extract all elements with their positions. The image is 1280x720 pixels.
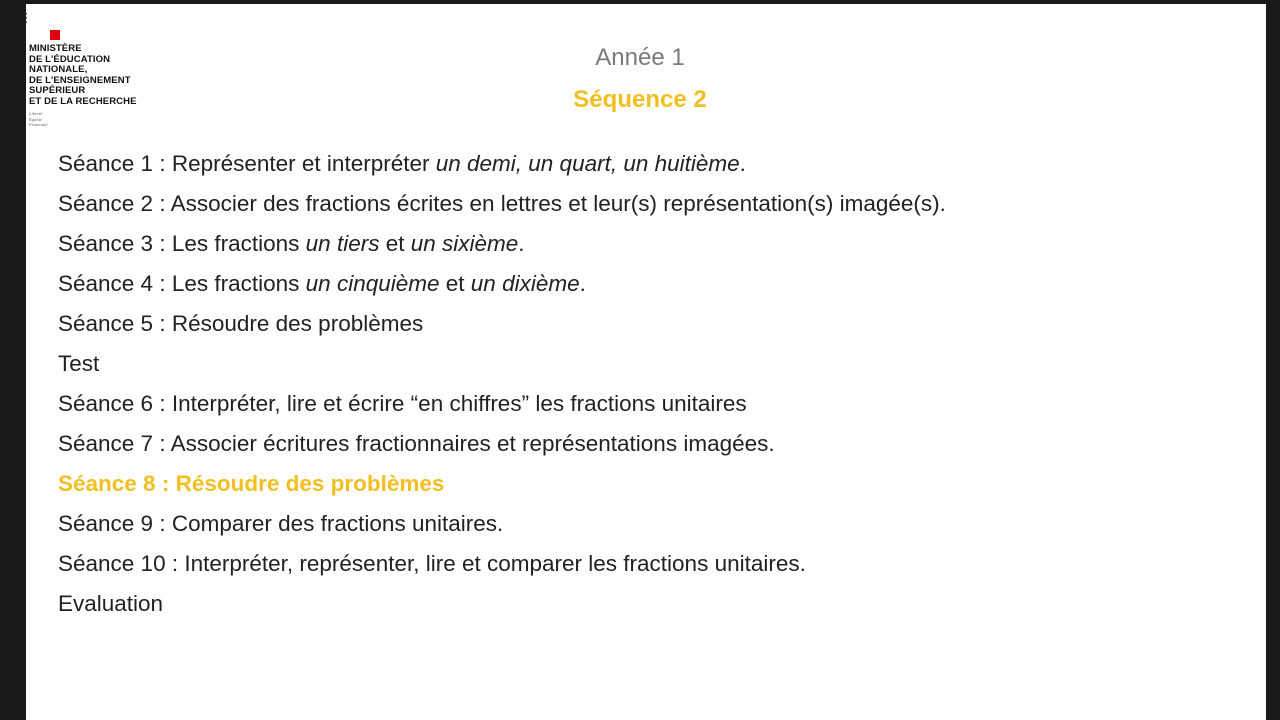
session-text: Les fractions — [171, 231, 306, 256]
session-item[interactable] — [58, 188, 946, 228]
session-prefix: Séance 7 : — [58, 431, 171, 456]
session-mid: et — [379, 231, 411, 256]
session-item[interactable] — [58, 428, 946, 468]
session-italic2: un dixième — [470, 271, 580, 296]
session-item[interactable] — [58, 148, 946, 188]
more-options-icon[interactable]: ⋮ — [20, 11, 33, 26]
session-text: Interpréter, représenter, lire et comparer les fractions unitaires. — [184, 551, 806, 576]
session-prefix: Séance 3 : — [58, 231, 172, 256]
session-text: Les fractions — [171, 271, 306, 296]
session-text: Test — [58, 351, 100, 376]
session-text: Evaluation — [58, 591, 164, 616]
session-item[interactable] — [58, 308, 946, 348]
session-item[interactable] — [58, 388, 946, 428]
session-text: Interpréter, lire et écrire “en chiffres” les fractions unitaires — [171, 391, 747, 416]
year-title: Année 1 — [595, 44, 685, 71]
session-text: Résoudre des problèmes — [171, 311, 424, 336]
session-suffix: . — [579, 271, 586, 296]
session-item[interactable] — [58, 228, 946, 268]
session-mid: et — [439, 271, 471, 296]
session-item[interactable] — [58, 508, 946, 548]
session-prefix: Séance 8 : — [58, 471, 176, 496]
session-italic: un cinquième — [305, 271, 440, 296]
ministry-name: MINISTÈRE DE L'ÉDUCATION NATIONALE, DE L'ENSEIGNEMENT SUPÉRIEUR ET DE LA RECHERCHE — [29, 43, 137, 107]
marianne-flag-icon — [50, 30, 60, 40]
session-text: Représenter et interpréter — [171, 151, 436, 176]
session-prefix: Séance 5 : — [58, 311, 172, 336]
session-suffix: . — [739, 151, 746, 176]
session-prefix: Séance 4 : — [58, 271, 172, 296]
session-item[interactable] — [58, 548, 946, 588]
session-text: Associer des fractions écrites en lettres et leur(s) représentation(s) imagée(s). — [170, 191, 946, 216]
session-prefix: Séance 10 : — [58, 551, 185, 576]
session-italic: un demi, un quart, un huitième — [435, 151, 740, 176]
session-prefix: Séance 6 : — [58, 391, 172, 416]
session-item[interactable] — [58, 468, 946, 508]
session-italic: un tiers — [305, 231, 380, 256]
session-text: Associer écritures fractionnaires et représentations imagées. — [170, 431, 775, 456]
session-item[interactable] — [58, 348, 946, 388]
session-list — [58, 148, 946, 628]
session-prefix: Séance 9 : — [58, 511, 172, 536]
session-text: Comparer des fractions unitaires. — [171, 511, 504, 536]
session-text: Résoudre des problèmes — [175, 471, 445, 496]
session-prefix: Séance 2 : — [58, 191, 171, 216]
session-suffix: . — [518, 231, 525, 256]
ministry-motto: Liberté Égalité Fraternité — [29, 111, 48, 127]
session-prefix: Séance 1 : — [58, 151, 172, 176]
session-item[interactable] — [58, 268, 946, 308]
session-item[interactable] — [58, 588, 946, 628]
session-italic2: un sixième — [410, 231, 519, 256]
sequence-title: Séquence 2 — [573, 86, 707, 113]
